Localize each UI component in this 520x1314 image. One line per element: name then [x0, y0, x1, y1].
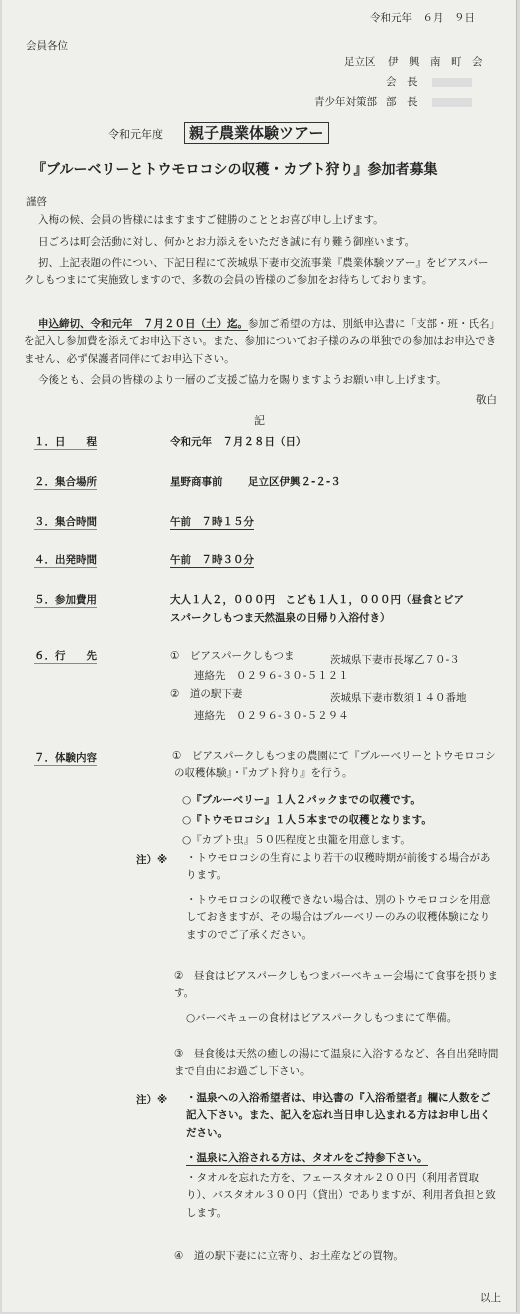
- exp-check-bbq: ○バーベキューの食材はビアスパークしもつまにて準備。: [186, 1012, 458, 1024]
- exp-item-3: ③ 昼食後は天然の癒しの湯にて温泉に入浴するなど、各自出発時間まで自由にお過ごし下さい。: [174, 1048, 499, 1078]
- label-meeting-place: ２．集合場所: [34, 476, 97, 488]
- document-date: 令和元年 ６月 ９日: [370, 12, 475, 24]
- note-mark-2: 注）※: [136, 1094, 168, 1106]
- note-bring-towel: ・温泉に入浴される方は、タオルをご持参下さい。: [186, 1152, 428, 1164]
- exp-check-beetle: ○『カブト虫』５０匹程度と虫籠を用意します。: [182, 834, 411, 846]
- dest1-phone: 連絡先 ０２９６-３０-５１２１: [194, 670, 349, 682]
- chair-name-redacted: [432, 76, 472, 89]
- value-meeting-address: 足立区伊興２-２-３: [248, 476, 341, 488]
- chair-title: 会 長: [386, 76, 418, 88]
- exp-item-4: ④ 道の駅下妻にに立寄り、お土産などの買物。: [174, 1250, 404, 1262]
- recipient: 会員各位: [26, 40, 68, 52]
- exp-check-blueberry: ○『ブルーベリー』１人２パックまでの収穫です。: [182, 794, 421, 806]
- deadline-paragraph: [24, 316, 498, 368]
- org-assoc: 伊 興 南 町 会: [388, 56, 483, 68]
- dept-title: 部 長: [386, 96, 418, 108]
- org-ward: 足立区: [344, 56, 376, 68]
- youth-dept: 青少年対策部: [314, 96, 377, 108]
- label-experience: ７．体験内容: [34, 752, 97, 764]
- note-corn-substitute: ・トウモロコシの収穫できない場合は、別のトウモロコシを用意しておきますが、その場合はブルーベリーのみの収穫体験になりますのでご了承ください。: [186, 894, 491, 941]
- exp-item-2: ② 昼食はビアスパークしもつまバーベキュー会場にて食事を摂ります。: [174, 970, 498, 1000]
- deadline-text: 申込締切、令和元年 ７月２０日（土）迄。: [38, 318, 248, 330]
- dest2-address: 茨城県下妻市数須１４０番地: [330, 692, 467, 704]
- value-fee-line2: スパークしもつま天然温泉の日帰り入浴付き）: [170, 612, 391, 624]
- label-destination: ６．行 先: [34, 650, 97, 662]
- label-meeting-time: ３．集合時間: [34, 516, 97, 528]
- note-mark-1: 注）※: [136, 854, 168, 866]
- exp-check-corn: ○『トウモロコシ』１人５本までの収穫となります。: [182, 814, 432, 826]
- intro-paragraph: 扨、上記表題の件につい、下記日程にて茨城県下妻市交流事業『農業体験ツアー』をビアスパークしもつまにて実施致しますので、多数の会員の皆様のご参加をお待ちしております。: [24, 257, 489, 287]
- dest1-name: ① ビアスパークしもつま: [170, 650, 295, 662]
- label-fee: ５．参加費用: [34, 594, 97, 606]
- salutation: 謹啓: [26, 196, 47, 208]
- note-towel-fee: ・タオルを忘れた方を、フェースタオル２００円（利用者買取り）、バスタオル３００円（貸出）でありますが、利用者負担と致します。: [186, 1172, 496, 1219]
- dept-name-redacted: [432, 96, 472, 109]
- end-mark: 以上: [480, 1292, 501, 1304]
- label-date: １．日 程: [34, 436, 97, 448]
- application-instructions: 参加ご希望の方は、別紙申込書に「支部・班・氏名」を記入し参加費を添えてお申込下さい。また、参加についてお子様のみの単独での参加はお申込できません、必ず保護者同伴にてお申込下さい。: [24, 318, 497, 365]
- note-onsen-signup: ・温泉への入浴希望者は、申込書の『入浴希望者』欄に人数をご記入下さい。また、記入を忘れ当日申し込まれる方はお申し出ください。: [186, 1092, 491, 1139]
- dest2-name: ② 道の駅下妻: [170, 688, 243, 700]
- value-meeting-time: 午前 ７時１５分: [170, 516, 254, 528]
- value-date: 令和元年 ７月２８日（日）: [170, 436, 307, 448]
- value-meeting-place: 星野商事前: [170, 476, 223, 488]
- value-fee-line1: 大人１人２，０００円 こども１人１，０００円（昼食とビア: [170, 594, 464, 606]
- closing-word: 敬白: [476, 394, 497, 406]
- value-departure-time: 午前 ７時３０分: [170, 554, 254, 566]
- note-corn-timing: ・トウモロコシの生育により若干の収穫時期が前後する場合があります。: [186, 852, 491, 882]
- exp-item-1: ① ビアスパークしもつまの農園にて『ブルーベリーとトウモロコシの収穫体験』・『カブト狩り』を行う。: [172, 750, 496, 780]
- thanks-line: 日ごろは町会活動に対し、何かとお力添えをいただき誠に有り難う御座います。: [38, 236, 416, 248]
- headline: 『ブルーベリーとトウモロコシの収穫・カブト狩り』参加者募集: [32, 162, 438, 178]
- greeting-line: 入梅の候、会員の皆様にはますますご健勝のこととお喜び申し上げます。: [38, 214, 384, 226]
- dest1-address: 茨城県下妻市長塚乙７０-３: [330, 654, 460, 666]
- title-prefix: 令和元年度: [108, 128, 163, 141]
- ki-heading: 記: [254, 414, 265, 427]
- closing-request: 今後とも、会員の皆様のより一層のご支援ご協力を賜りますようお願い申し上げます。: [38, 374, 447, 386]
- dest2-phone: 連絡先 ０２９６-３０-５２９４: [194, 710, 349, 722]
- label-departure-time: ４．出発時間: [34, 554, 97, 566]
- document-page: [2, 0, 517, 1312]
- document-title: 親子農業体験ツアー: [184, 122, 329, 144]
